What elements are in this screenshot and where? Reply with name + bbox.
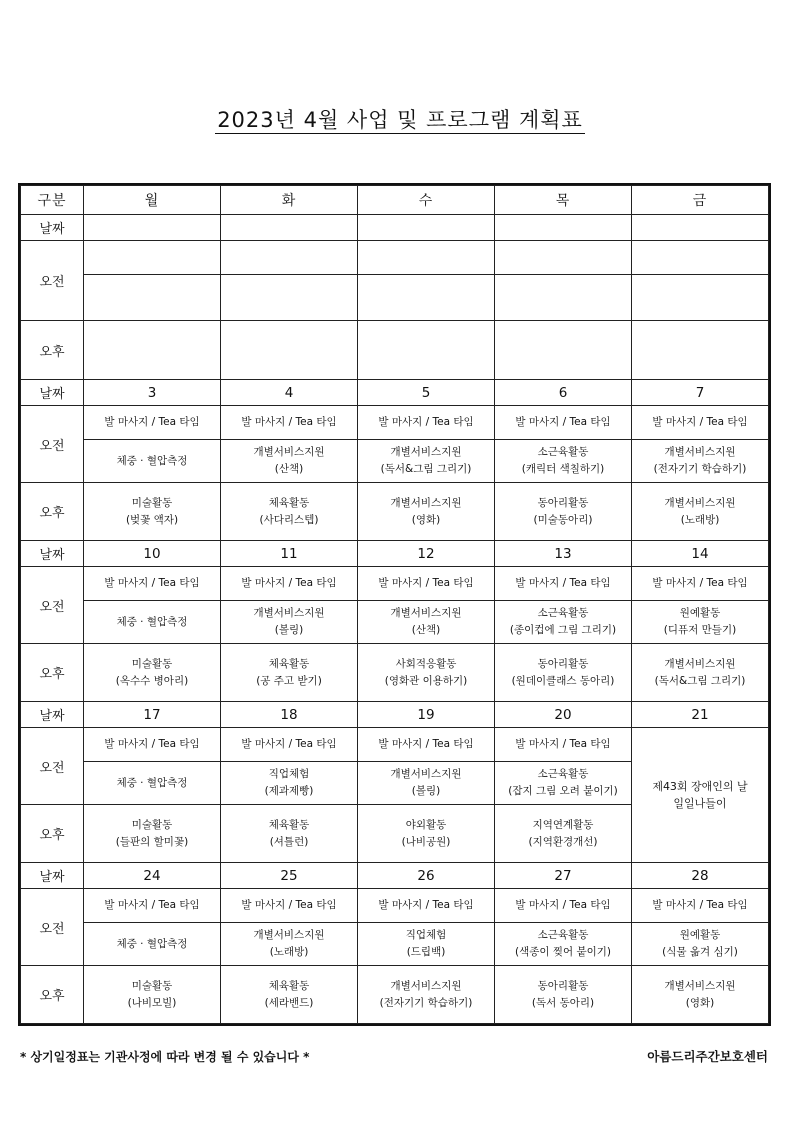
am1-activity-thu: 발 마사지 / Tea 타임 xyxy=(495,406,632,440)
pm-activity-fri-line: (독서&그림 그리기) xyxy=(654,674,746,687)
am1-activity-thu: 발 마사지 / Tea 타임 xyxy=(495,567,632,601)
am1-activity-thu: 발 마사지 / Tea 타임 xyxy=(495,728,632,762)
header-day-mon: 월 xyxy=(84,186,221,215)
pm-activity-mon-line: (옥수수 병아리) xyxy=(115,674,189,687)
pm-activity-wed-line: (영화) xyxy=(411,513,441,526)
am2-activity-thu xyxy=(495,762,632,805)
date-tue: 25 xyxy=(221,863,358,889)
activity-cell xyxy=(358,321,495,380)
date-cell xyxy=(495,215,632,241)
pm-activity-wed-line: 야외활동 xyxy=(405,818,447,831)
date-row-label: 날짜 xyxy=(21,702,84,728)
header-day-fri: 금 xyxy=(632,186,769,215)
am2-activity-fri-line: (디퓨저 만들기) xyxy=(663,624,737,636)
activity-cell xyxy=(221,321,358,380)
pm-activity-fri xyxy=(632,966,769,1024)
pm-activity-fri-line: 개별서비스지원 xyxy=(664,979,736,992)
pm-activity-wed-line: (전자기기 학습하기) xyxy=(379,996,473,1009)
am2-activity-wed xyxy=(358,923,495,966)
pm-activity-fri-line: 개별서비스지원 xyxy=(664,496,736,509)
pm-activity-tue-line: 체육활동 xyxy=(268,496,310,509)
week-0-am2-row xyxy=(21,275,769,321)
am1-activity-mon: 발 마사지 / Tea 타임 xyxy=(84,567,221,601)
pm-activity-tue-line: (사다리스텝) xyxy=(259,513,319,526)
am2-activity-wed-line: (드립백) xyxy=(406,946,446,958)
pm-activity-thu xyxy=(495,483,632,541)
am2-activity-thu xyxy=(495,923,632,966)
week-3-date-row xyxy=(21,702,769,728)
am2-activity-wed-line: (볼링) xyxy=(411,785,441,797)
am2-activity-mon xyxy=(84,440,221,483)
date-thu: 13 xyxy=(495,541,632,567)
week-1-pm-row xyxy=(21,483,769,541)
am2-activity-fri-line: 원예활동 xyxy=(679,929,721,941)
week-0-pm-row xyxy=(21,321,769,380)
pm-activity-thu xyxy=(495,644,632,702)
am2-activity-tue-line: 개별서비스지원 xyxy=(253,446,325,458)
am2-activity-thu-line: 소근육활동 xyxy=(537,446,589,458)
pm-activity-mon xyxy=(84,483,221,541)
date-cell xyxy=(632,215,769,241)
pm-activity-fri xyxy=(632,483,769,541)
am2-activity-mon-line: 체중 · 혈압측정 xyxy=(116,776,188,789)
am1-activity-tue: 발 마사지 / Tea 타임 xyxy=(221,889,358,923)
footer-org-name: 아름드리주간보호센터 xyxy=(647,1049,768,1064)
am2-activity-wed-line: (산책) xyxy=(411,624,441,636)
week-1-am1-row xyxy=(21,406,769,440)
activity-cell xyxy=(221,241,358,275)
am1-activity-wed: 발 마사지 / Tea 타임 xyxy=(358,406,495,440)
pm-activity-mon xyxy=(84,644,221,702)
am2-activity-fri-line: (전자기기 학습하기) xyxy=(653,463,747,475)
date-wed: 26 xyxy=(358,863,495,889)
am2-activity-wed-line: (독서&그림 그리기) xyxy=(380,463,472,475)
pm-activity-tue xyxy=(221,483,358,541)
am2-activity-tue-line: 직업체험 xyxy=(268,768,310,780)
am2-activity-mon xyxy=(84,923,221,966)
pm-activity-thu-line: (미술동아리) xyxy=(533,513,593,526)
pm-activity-wed-line: 개별서비스지원 xyxy=(390,979,462,992)
header-day-wed: 수 xyxy=(358,186,495,215)
pm-activity-tue-line: 체육활동 xyxy=(268,979,310,992)
am1-activity-tue: 발 마사지 / Tea 타임 xyxy=(221,567,358,601)
am2-activity-tue-line: 개별서비스지원 xyxy=(253,607,325,619)
pm-activity-wed xyxy=(358,805,495,863)
date-row-label: 날짜 xyxy=(21,215,84,241)
activity-cell xyxy=(495,275,632,321)
pm-activity-wed xyxy=(358,966,495,1024)
pm-activity-wed xyxy=(358,483,495,541)
special-event-line: 제43회 장애인의 날 xyxy=(652,780,748,793)
date-thu: 27 xyxy=(495,863,632,889)
am2-activity-mon-line: 체중 · 혈압측정 xyxy=(116,615,188,628)
am2-activity-fri xyxy=(632,440,769,483)
date-fri: 14 xyxy=(632,541,769,567)
date-tue: 4 xyxy=(221,380,358,406)
am2-activity-tue xyxy=(221,601,358,644)
am2-activity-wed-line: 개별서비스지원 xyxy=(390,446,462,458)
am2-activity-thu xyxy=(495,601,632,644)
am1-activity-wed: 발 마사지 / Tea 타임 xyxy=(358,889,495,923)
date-row-label: 날짜 xyxy=(21,863,84,889)
pm-activity-wed-line: 사회적응활동 xyxy=(395,657,457,670)
date-tue: 18 xyxy=(221,702,358,728)
activity-cell xyxy=(221,275,358,321)
pm-activity-tue-line: (셔틀런) xyxy=(269,835,309,848)
am2-activity-tue-line: (볼링) xyxy=(274,624,304,636)
am2-activity-thu-line: (잡지 그림 오려 붙이기) xyxy=(508,785,618,797)
date-row-label: 날짜 xyxy=(21,380,84,406)
pm-activity-thu-line: (독서 동아리) xyxy=(531,996,595,1009)
am2-activity-thu-line: (캐릭터 색칠하기) xyxy=(521,463,605,475)
activity-cell xyxy=(495,241,632,275)
am-row-label: 오전 xyxy=(21,728,84,805)
am2-activity-tue xyxy=(221,440,358,483)
pm-row-label: 오후 xyxy=(21,644,84,702)
pm-activity-mon-line: 미술활동 xyxy=(131,818,173,831)
pm-activity-tue-line: (세라밴드) xyxy=(264,996,314,1009)
date-fri: 28 xyxy=(632,863,769,889)
special-event-line: 일일나들이 xyxy=(673,797,727,810)
pm-activity-fri-line: (노래방) xyxy=(680,513,720,526)
footer-note: * 상기일정표는 기관사정에 따라 변경 될 수 있습니다 * xyxy=(20,1050,310,1064)
pm-row-label: 오후 xyxy=(21,321,84,380)
week-2-am2-row xyxy=(21,601,769,644)
activity-cell xyxy=(84,241,221,275)
am2-activity-mon xyxy=(84,762,221,805)
week-2-date-row xyxy=(21,541,769,567)
am1-activity-thu: 발 마사지 / Tea 타임 xyxy=(495,889,632,923)
am2-activity-fri xyxy=(632,601,769,644)
pm-activity-fri xyxy=(632,644,769,702)
am2-activity-wed-line: 직업체험 xyxy=(405,929,447,941)
am2-activity-wed xyxy=(358,440,495,483)
date-wed: 19 xyxy=(358,702,495,728)
pm-activity-fri-line: 개별서비스지원 xyxy=(664,657,736,670)
week-4-date-row xyxy=(21,863,769,889)
schedule-table xyxy=(20,185,769,1024)
pm-activity-tue-line: (공 주고 받기) xyxy=(256,674,322,687)
am2-activity-wed xyxy=(358,762,495,805)
am2-activity-thu-line: 소근육활동 xyxy=(537,929,589,941)
header-day-thu: 목 xyxy=(495,186,632,215)
pm-activity-mon-line: 미술활동 xyxy=(131,657,173,670)
pm-activity-mon xyxy=(84,805,221,863)
pm-activity-wed xyxy=(358,644,495,702)
date-thu: 20 xyxy=(495,702,632,728)
am1-activity-fri: 발 마사지 / Tea 타임 xyxy=(632,567,769,601)
am1-activity-fri: 발 마사지 / Tea 타임 xyxy=(632,889,769,923)
am1-activity-mon: 발 마사지 / Tea 타임 xyxy=(84,728,221,762)
pm-activity-tue-line: 체육활동 xyxy=(268,657,310,670)
am2-activity-tue-line: (제과제빵) xyxy=(264,785,314,797)
activity-cell xyxy=(632,321,769,380)
date-thu: 6 xyxy=(495,380,632,406)
pm-row-label: 오후 xyxy=(21,805,84,863)
pm-activity-wed-line: (나비공원) xyxy=(401,835,451,848)
pm-activity-thu-line: 동아리활동 xyxy=(537,979,589,992)
pm-activity-wed-line: (영화관 이용하기) xyxy=(384,674,468,687)
pm-activity-thu-line: 동아리활동 xyxy=(537,657,589,670)
am2-activity-tue-line: (노래방) xyxy=(269,946,309,958)
am2-activity-fri-line: (식물 옮겨 심기) xyxy=(662,946,738,958)
page-title xyxy=(0,104,800,134)
activity-cell xyxy=(358,241,495,275)
am1-activity-mon: 발 마사지 / Tea 타임 xyxy=(84,889,221,923)
pm-activity-thu-line: (원데이클래스 동아리) xyxy=(511,674,615,687)
pm-activity-thu xyxy=(495,966,632,1024)
week-4-pm-row xyxy=(21,966,769,1024)
pm-activity-wed-line: 개별서비스지원 xyxy=(390,496,462,509)
pm-activity-thu-line: 동아리활동 xyxy=(537,496,589,509)
am2-activity-thu-line: 소근육활동 xyxy=(537,607,589,619)
date-mon: 24 xyxy=(84,863,221,889)
am-row-label: 오전 xyxy=(21,889,84,966)
pm-activity-thu xyxy=(495,805,632,863)
week-2-pm-row xyxy=(21,644,769,702)
pm-activity-tue xyxy=(221,805,358,863)
week-0-date-row xyxy=(21,215,769,241)
am2-activity-mon-line: 체중 · 혈압측정 xyxy=(116,937,188,950)
am1-activity-wed: 발 마사지 / Tea 타임 xyxy=(358,567,495,601)
pm-activity-mon-line: (벚꽃 액자) xyxy=(125,513,179,526)
pm-activity-tue xyxy=(221,644,358,702)
date-tue: 11 xyxy=(221,541,358,567)
pm-row-label: 오후 xyxy=(21,966,84,1024)
pm-activity-mon xyxy=(84,966,221,1024)
activity-cell xyxy=(632,241,769,275)
special-event xyxy=(632,728,769,863)
activity-cell xyxy=(84,321,221,380)
date-wed: 12 xyxy=(358,541,495,567)
pm-activity-fri-line: (영화) xyxy=(685,996,715,1009)
week-1-am2-row xyxy=(21,440,769,483)
am2-activity-tue xyxy=(221,762,358,805)
am2-activity-fri xyxy=(632,923,769,966)
date-mon: 10 xyxy=(84,541,221,567)
am1-activity-mon: 발 마사지 / Tea 타임 xyxy=(84,406,221,440)
am1-activity-tue: 발 마사지 / Tea 타임 xyxy=(221,728,358,762)
activity-cell xyxy=(84,275,221,321)
am2-activity-tue-line: 개별서비스지원 xyxy=(253,929,325,941)
am2-activity-thu-line: (색종이 찢어 붙이기) xyxy=(514,946,611,958)
page-title-text: 2023년 4월 사업 및 프로그램 계획표 xyxy=(217,108,583,132)
header-category: 구분 xyxy=(21,186,84,215)
date-row-label: 날짜 xyxy=(21,541,84,567)
activity-cell xyxy=(495,321,632,380)
am2-activity-fri-line: 원예활동 xyxy=(679,607,721,619)
am2-activity-mon-line: 체중 · 혈압측정 xyxy=(116,454,188,467)
pm-activity-tue-line: 체육활동 xyxy=(268,818,310,831)
pm-activity-mon-line: (나비모빌) xyxy=(127,996,177,1009)
am1-activity-wed: 발 마사지 / Tea 타임 xyxy=(358,728,495,762)
am1-activity-fri: 발 마사지 / Tea 타임 xyxy=(632,406,769,440)
header-row xyxy=(21,186,769,215)
date-fri: 21 xyxy=(632,702,769,728)
am2-activity-thu-line: 소근육활동 xyxy=(537,768,589,780)
am-row-label: 오전 xyxy=(21,567,84,644)
am-row-label: 오전 xyxy=(21,406,84,483)
pm-activity-mon-line: 미술활동 xyxy=(131,979,173,992)
date-wed: 5 xyxy=(358,380,495,406)
am2-activity-wed-line: 개별서비스지원 xyxy=(390,768,462,780)
am2-activity-thu-line: (종이컵에 그림 그리기) xyxy=(509,624,617,636)
am1-activity-tue: 발 마사지 / Tea 타임 xyxy=(221,406,358,440)
pm-activity-mon-line: (들판의 할미꽃) xyxy=(115,835,189,848)
pm-activity-mon-line: 미술활동 xyxy=(131,496,173,509)
am2-activity-wed xyxy=(358,601,495,644)
week-2-am1-row xyxy=(21,567,769,601)
pm-row-label: 오후 xyxy=(21,483,84,541)
week-4-am2-row xyxy=(21,923,769,966)
am-row-label: 오전 xyxy=(21,241,84,321)
am2-activity-fri-line: 개별서비스지원 xyxy=(664,446,736,458)
pm-activity-thu-line: (지역환경개선) xyxy=(528,835,598,848)
am2-activity-mon xyxy=(84,601,221,644)
activity-cell xyxy=(358,275,495,321)
header-day-tue: 화 xyxy=(221,186,358,215)
week-3-am1-row xyxy=(21,728,769,762)
date-mon: 17 xyxy=(84,702,221,728)
date-cell xyxy=(221,215,358,241)
week-0-am1-row xyxy=(21,241,769,275)
date-cell xyxy=(358,215,495,241)
activity-cell xyxy=(632,275,769,321)
am2-activity-tue xyxy=(221,923,358,966)
date-fri: 7 xyxy=(632,380,769,406)
date-cell xyxy=(84,215,221,241)
week-1-date-row xyxy=(21,380,769,406)
pm-activity-thu-line: 지역연계활동 xyxy=(532,818,594,831)
week-4-am1-row xyxy=(21,889,769,923)
pm-activity-tue xyxy=(221,966,358,1024)
am2-activity-tue-line: (산책) xyxy=(274,463,304,475)
am2-activity-wed-line: 개별서비스지원 xyxy=(390,607,462,619)
date-mon: 3 xyxy=(84,380,221,406)
am2-activity-thu xyxy=(495,440,632,483)
